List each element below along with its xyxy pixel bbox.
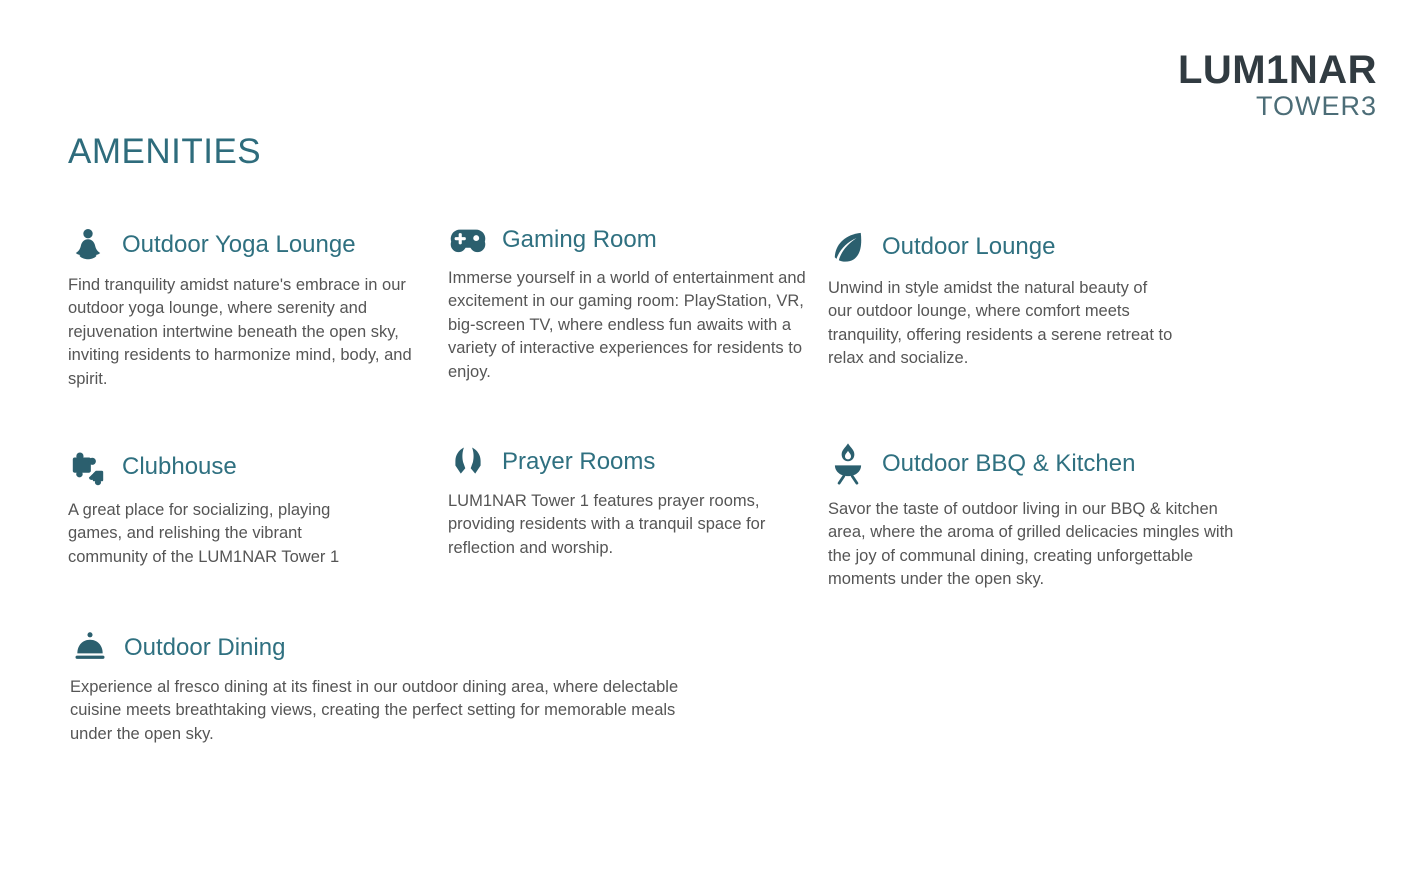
amenity-outdoor-dining — [70, 632, 704, 746]
amenity-header — [448, 226, 808, 254]
logo-subtitle: TOWER3 — [1255, 91, 1377, 121]
amenity-outdoor-bbq-kitchen — [828, 442, 1252, 592]
amenity-description: Find tranquility amidst nature's embrace in our outdoor yoga lounge, where serenity and rejuvenation intertwine beneath the open sky, inviting residents to harmonize mind, body, and spirit. — [68, 276, 412, 388]
amenity-outdoor-yoga-lounge — [68, 228, 426, 391]
amenity-gaming-room — [448, 226, 808, 384]
amenity-prayer-rooms — [448, 446, 788, 560]
amenity-outdoor-lounge — [828, 230, 1173, 371]
amenity-header — [68, 448, 383, 486]
amenity-title: Outdoor Lounge — [882, 233, 1056, 260]
amenity-header — [68, 228, 426, 261]
amenity-title: Outdoor Yoga Lounge — [122, 230, 356, 258]
logo-name: LUM1NAR — [1177, 48, 1377, 92]
amenity-description: A great place for socializing, playing games, and relishing the vibrant community of the LUM1NAR Tower 1 — [68, 501, 340, 566]
amenity-header — [828, 230, 1173, 264]
amenity-title: Gaming Room — [502, 226, 657, 253]
gamepad-icon — [448, 226, 488, 254]
amenity-description: Experience al fresco dining at its finest in our outdoor dining area, where delectable cuisine meets breathtaking views, creating the perfect setting for memorable meals under the open sky. — [70, 678, 679, 743]
leaf-icon — [828, 230, 868, 264]
amenity-title: Outdoor BBQ & Kitchen — [882, 449, 1136, 477]
amenity-header — [70, 632, 704, 663]
amenity-description: LUM1NAR Tower 1 features prayer rooms, providing residents with a tranquil space for reflection and worship. — [448, 492, 766, 557]
cloche-icon — [70, 632, 110, 663]
amenity-description: Immerse yourself in a world of entertainment and excitement in our gaming room: PlayStation, VR, big-screen TV, where endless fun awaits with a variety of interactive experiences for residents to enjoy. — [448, 269, 806, 381]
meditation-icon — [68, 228, 108, 261]
amenity-description: Unwind in style amidst the natural beauty of our outdoor lounge, where comfort meets tranquility, offering residents a serene retreat to relax and socialize. — [828, 279, 1173, 368]
puzzle-icon — [68, 448, 108, 486]
amenity-title: Outdoor Dining — [124, 633, 286, 661]
amenity-title: Prayer Rooms — [502, 447, 656, 475]
logo — [1178, 50, 1377, 120]
amenity-title: Clubhouse — [122, 453, 237, 480]
praying-hands-icon — [448, 446, 488, 477]
amenity-header — [828, 442, 1252, 485]
page-title: AMENITIES — [68, 132, 262, 171]
amenity-description: Savor the taste of outdoor living in our BBQ & kitchen area, where the aroma of grilled delicacies mingles with the joy of communal dining, creating unforgettable moments under the open sky. — [828, 500, 1234, 589]
amenity-clubhouse — [68, 448, 383, 569]
bbq-grill-icon — [828, 442, 868, 485]
amenity-header — [448, 446, 788, 477]
